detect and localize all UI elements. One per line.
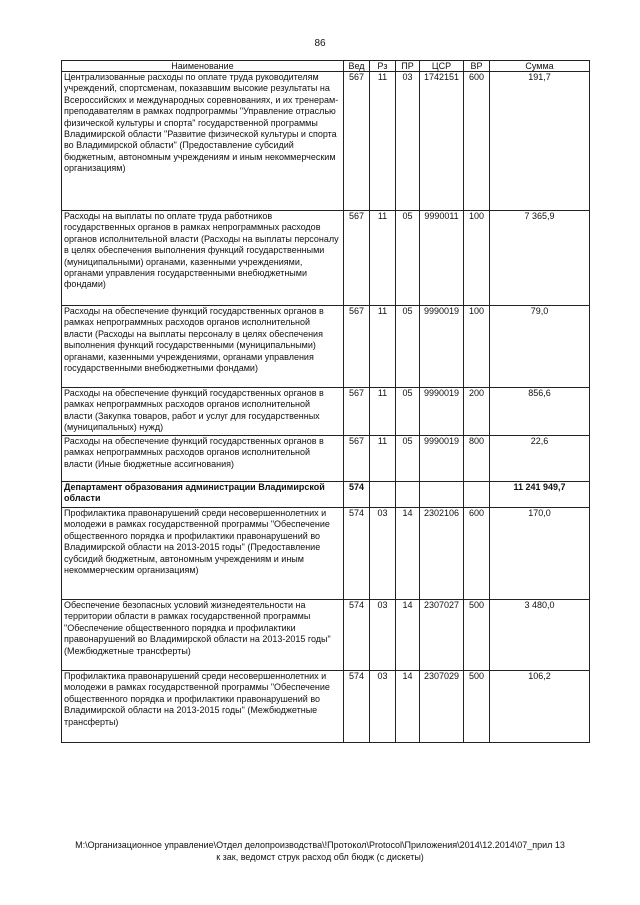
footer-line-2: к зак, ведомст струк расход обл бюдж (с дискеты) <box>216 852 424 862</box>
row-name: Профилактика правонарушений среди несовершеннолетних и молодежи в рамках государственной программы "Обеспечение общественного порядка и профилактики правонарушений во Владимирской области на 2013-2015 годы" (Предоставление субсидий бюджетным, автономным учреждениям и иным некоммерческим организациям) <box>62 508 344 600</box>
table-row <box>62 72 590 211</box>
row-sum: 856,6 <box>490 388 590 436</box>
row-ved: 574 <box>344 508 370 600</box>
header-name: Наименование <box>62 61 344 72</box>
row-vr: 600 <box>464 72 490 211</box>
row-csr: 2307029 <box>420 671 464 743</box>
row-rz <box>370 482 396 508</box>
row-pr: 05 <box>396 436 420 482</box>
row-rz: 03 <box>370 508 396 600</box>
row-name: Расходы на обеспечение функций государственных органов в рамках непрограммных расходов органов исполнительной власти (Расходы на выплаты персоналу в целях обеспечения выполнения функций государственными (муниципальными) органами, казенными учреждениями, органами управления государственными внебюджетными фондами) <box>62 306 344 388</box>
department-name: Департамент образования администрации Владимирской области <box>62 482 344 508</box>
row-ved: 574 <box>344 671 370 743</box>
row-ved: 574 <box>344 482 370 508</box>
row-name: Обеспечение безопасных условий жизнедеятельности на территории области в рамках государственной программы "Обеспечение общественного порядка и профилактики правонарушений во Владимирской области на 2013-2015 годы" (Межбюджетные трансферты) <box>62 600 344 671</box>
row-pr: 14 <box>396 508 420 600</box>
row-vr: 500 <box>464 600 490 671</box>
row-rz: 03 <box>370 600 396 671</box>
row-sum: 106,2 <box>490 671 590 743</box>
table-row-department <box>62 482 590 508</box>
row-vr: 800 <box>464 436 490 482</box>
row-ved: 567 <box>344 436 370 482</box>
row-csr: 9990019 <box>420 436 464 482</box>
row-csr: 2307027 <box>420 600 464 671</box>
row-rz: 11 <box>370 388 396 436</box>
row-vr: 600 <box>464 508 490 600</box>
page-number: 86 <box>314 38 326 49</box>
row-ved: 567 <box>344 306 370 388</box>
table-header-row <box>62 61 590 72</box>
row-name: Расходы на обеспечение функций государственных органов в рамках непрограммных расходов органов исполнительной власти (Иные бюджетные ассигнования) <box>62 436 344 482</box>
header-rz: Рз <box>370 61 396 72</box>
row-name: Расходы на выплаты по оплате труда работников государственных органов в рамках непрограммных расходов органов исполнительной власти (Расходы на выплаты персоналу в целях обеспечения выполнения функций государственными (муниципальными) органами, казенными учреждениями, органами управления государственными внебюджетными фондами) <box>62 211 344 306</box>
row-name: Расходы на обеспечение функций государственных органов в рамках непрограммных расходов органов исполнительной власти (Закупка товаров, работ и услуг для государственных (муниципальных) нужд) <box>62 388 344 436</box>
row-pr: 14 <box>396 671 420 743</box>
row-csr: 9990019 <box>420 306 464 388</box>
table-row <box>62 436 590 482</box>
row-sum: 79,0 <box>490 306 590 388</box>
row-ved: 567 <box>344 211 370 306</box>
row-rz: 11 <box>370 436 396 482</box>
row-csr: 1742151 <box>420 72 464 211</box>
row-vr: 100 <box>464 306 490 388</box>
footer-line-1: M:\Организационное управление\Отдел делопроизводства\!Протокол\Protocol\Приложения\2014\12.2014\07_прил 13 <box>75 840 565 850</box>
footer-file-path <box>0 839 640 863</box>
header-sum: Сумма <box>490 61 590 72</box>
row-rz: 11 <box>370 72 396 211</box>
row-rz: 03 <box>370 671 396 743</box>
row-pr <box>396 482 420 508</box>
table-row <box>62 508 590 600</box>
row-csr: 2302106 <box>420 508 464 600</box>
row-pr: 14 <box>396 600 420 671</box>
table-row <box>62 306 590 388</box>
row-vr: 100 <box>464 211 490 306</box>
row-sum: 191,7 <box>490 72 590 211</box>
row-vr: 500 <box>464 671 490 743</box>
table-row <box>62 211 590 306</box>
row-csr: 9990011 <box>420 211 464 306</box>
table-row <box>62 671 590 743</box>
header-ved: Вед <box>344 61 370 72</box>
row-vr <box>464 482 490 508</box>
row-sum: 170,0 <box>490 508 590 600</box>
row-pr: 05 <box>396 388 420 436</box>
row-ved: 567 <box>344 72 370 211</box>
header-csr: ЦСР <box>420 61 464 72</box>
header-vr: ВР <box>464 61 490 72</box>
row-sum: 3 480,0 <box>490 600 590 671</box>
table-row <box>62 388 590 436</box>
budget-table <box>61 60 590 743</box>
department-total: 11 241 949,7 <box>490 482 590 508</box>
table-row <box>62 600 590 671</box>
row-pr: 05 <box>396 306 420 388</box>
row-ved: 567 <box>344 388 370 436</box>
row-sum: 22,6 <box>490 436 590 482</box>
row-rz: 11 <box>370 211 396 306</box>
row-pr: 05 <box>396 211 420 306</box>
row-name: Централизованные расходы по оплате труда руководителям учреждений, спортсменам, показавшим высокие результаты на Всероссийских и международных соревнованиях, и их тренерам-преподавателям в рамках подпрограммы "Управление отраслью физической культуры и спорта" государственной программы Владимирской области "Развитие физической культуры и спорта во Владимирской области" (Предоставление субсидий бюджетным, автономным учреждениям и иным некоммерческим организациям) <box>62 72 344 211</box>
row-ved: 574 <box>344 600 370 671</box>
row-csr <box>420 482 464 508</box>
row-csr: 9990019 <box>420 388 464 436</box>
row-sum: 7 365,9 <box>490 211 590 306</box>
row-rz: 11 <box>370 306 396 388</box>
row-pr: 03 <box>396 72 420 211</box>
header-pr: ПР <box>396 61 420 72</box>
row-name: Профилактика правонарушений среди несовершеннолетних и молодежи в рамках государственной программы "Обеспечение общественного порядка и профилактики правонарушений во Владимирской области на 2013-2015 годы" (Межбюджетные трансферты) <box>62 671 344 743</box>
row-vr: 200 <box>464 388 490 436</box>
